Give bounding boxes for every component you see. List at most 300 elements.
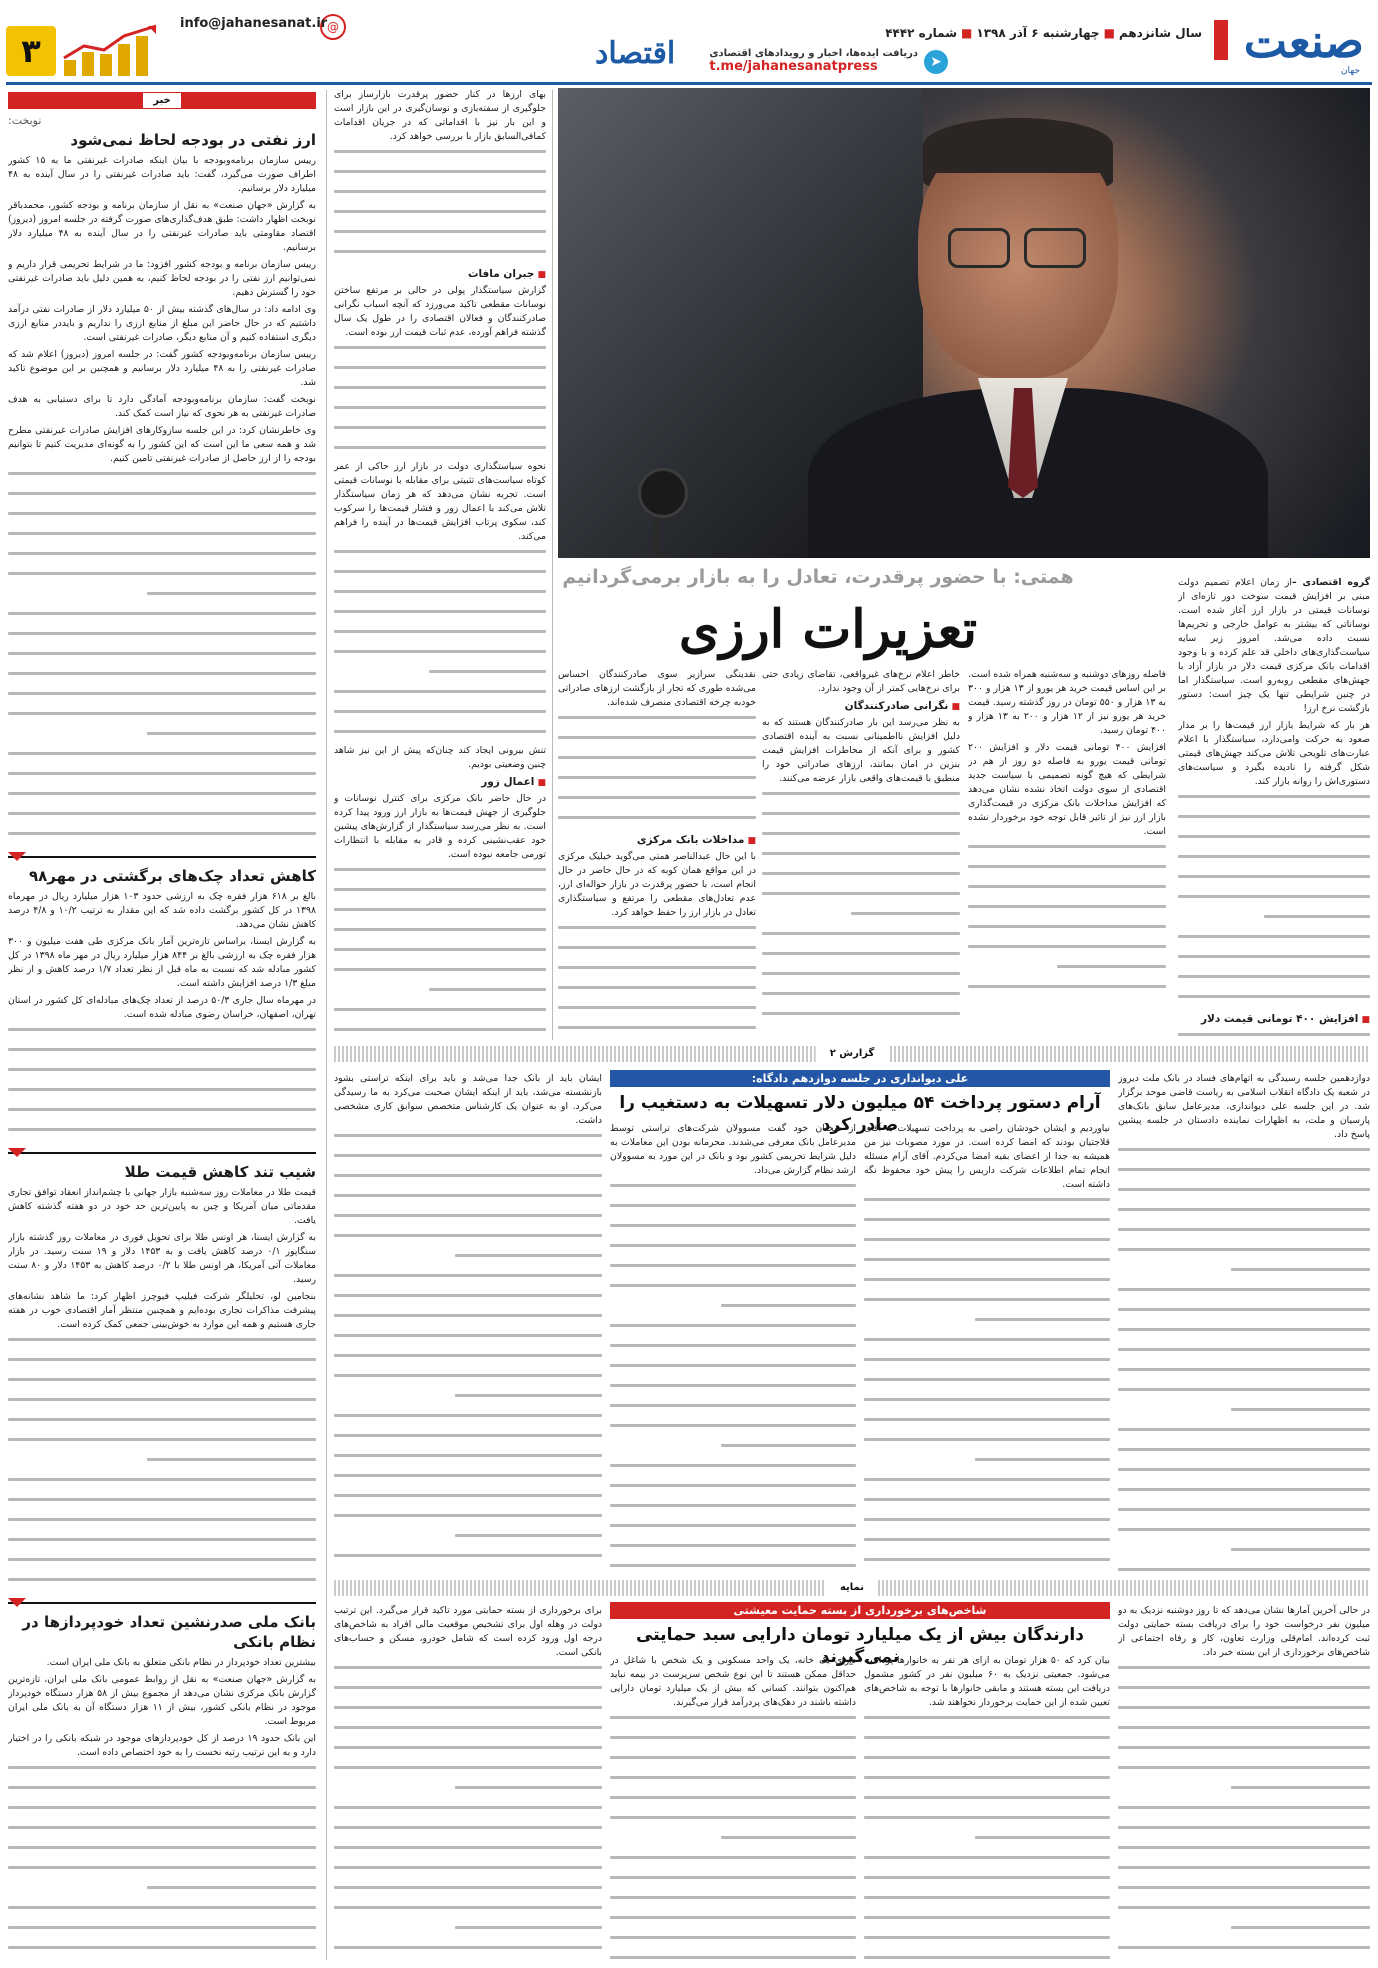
text-line (334, 630, 546, 644)
text-line (1118, 1428, 1370, 1442)
text-line (864, 1956, 1110, 1964)
text-filler (864, 1716, 1110, 1964)
text-line (334, 1028, 546, 1040)
text-line (610, 1324, 856, 1338)
text-line (334, 928, 546, 942)
article-paragraph: بهای ارزها در کنار حضور پرقدرت بازارساز برای جلوگیری از سفته‌بازی و نوسان‌گیری در این بازار است و این بار نیز با اقداماتی که در جریان اقدامات کمافی‌السابق بازار با بررسی خواهد کرد. (334, 89, 546, 142)
text-line (762, 792, 960, 806)
text-line (558, 946, 756, 960)
text-line (334, 1254, 602, 1268)
text-line (334, 1706, 602, 1720)
email-icon: @ (320, 14, 346, 40)
text-line (8, 712, 316, 726)
subheading: ■ جبران مافات (334, 267, 546, 282)
report1-column-3 (610, 1122, 856, 1572)
text-line (8, 1826, 316, 1840)
text-line (8, 1946, 316, 1960)
text-filler (864, 1198, 1110, 1572)
article-paragraph: وی خاطرنشان کرد: در این جلسه سازوکارهای افزایش صادرات غیرنفتی مطرح شد و همه سعی ما این است که این کشور را به گونه‌ای مدیریت کنیم تا بتوانیم بودجه را از ارز حاصل از صادرات غیرنفتی تامین کنیم. (8, 425, 316, 464)
text-line (1178, 855, 1370, 869)
text-line (1118, 1706, 1370, 1720)
text-line (610, 1936, 856, 1950)
text-line (334, 426, 546, 440)
text-line (334, 346, 546, 360)
text-line (1118, 1866, 1370, 1880)
lead-column-3 (558, 668, 756, 1048)
report2-column-2 (864, 1654, 1110, 1964)
text-line (558, 736, 756, 750)
article-paragraph: بیشترین تعداد خودپرداز در نظام بانکی متعلق به بانک ملی ایران است. (46, 1657, 316, 1668)
text-line (762, 1012, 960, 1026)
article-paragraph: با این حال عبدالناصر همتی می‌گوید خیلیک مرکزی در این مواقع همان کوبه که در حال حاضر در حال انجام است، با حضور پرقدرت در بازار حواله‌ای ارز، عدم تعادل‌های مقطعی را مرتفع و سیاستگذاری تعادل در بازار ارز را حفظ خواهد کرد. (558, 851, 756, 918)
text-line (610, 1756, 856, 1770)
text-line (334, 1334, 602, 1348)
text-line (334, 386, 546, 400)
text-line (8, 732, 316, 746)
text-line (334, 710, 546, 724)
text-line (968, 925, 1166, 939)
text-line (558, 796, 756, 810)
text-line (1118, 1228, 1370, 1242)
text-line (334, 1686, 602, 1700)
text-filler (968, 845, 1166, 999)
report-title[interactable]: دارندگان بیش از یک میلیارد تومان دارایی سبد حمایتی نمی‌گیرند (636, 1625, 1084, 1667)
text-line (8, 772, 316, 786)
text-line (610, 1424, 856, 1438)
text-line (334, 908, 546, 922)
text-line (610, 1524, 856, 1538)
text-line (334, 1666, 602, 1680)
text-line (8, 1766, 316, 1780)
text-line (334, 446, 546, 460)
logo-text: صنعت (1243, 14, 1364, 68)
text-line (334, 150, 546, 164)
text-line (334, 210, 546, 224)
text-line (8, 612, 316, 626)
report2-column-3 (610, 1654, 856, 1964)
subheading: ■ افزایش ۴۰۰ تومانی قیمت دلار (1178, 1012, 1370, 1027)
header-rule (6, 82, 1372, 85)
section-title: اقتصاد (595, 36, 676, 71)
text-line (1118, 1806, 1370, 1820)
text-line (864, 1796, 1110, 1810)
text-line (1118, 1528, 1370, 1542)
text-line (864, 1836, 1110, 1850)
article-paragraph: از سخنان خود گفت مسوولان شرکت‌های تراستی توسط مدیرعامل بانک معرفی می‌شدند. محرمانه بودن این معاملات به دلیل شرایط تحریمی کشور بود و بانک در این مورد به مسوولان ارشد نظام گزارش می‌داد. (610, 1123, 856, 1176)
text-line (558, 986, 756, 1000)
text-line (334, 190, 546, 204)
text-line (8, 1906, 316, 1920)
text-line (334, 1726, 602, 1740)
text-line (610, 1204, 856, 1218)
text-line (610, 1404, 856, 1418)
report-bar: گزارش ۲ (334, 1046, 1370, 1062)
text-line (762, 872, 960, 886)
text-filler (1178, 1033, 1370, 1046)
lead-headline[interactable]: تعزیرات ارزی (678, 599, 978, 660)
text-line (334, 1234, 602, 1248)
text-line (8, 472, 316, 486)
text-line (8, 1028, 316, 1042)
text-line (864, 1338, 1110, 1352)
text-line (8, 1866, 316, 1880)
text-line (8, 1498, 316, 1512)
article-paragraph: نیاوردیم و ایشان خودشان راضی به پرداخت تسهیلات به آقای قلاجتیان بودند که امضا کرده است. در مورد مصوبات نیز من همیشه به جدا از اعضای بقیه امضا می‌کردم. آقای آرام مسئله انجام تمام اطلاعات شرکت داریس را پیش خود محفوظ نگه داشته است. (864, 1123, 1110, 1190)
section-divider (8, 852, 316, 862)
text-line (864, 1518, 1110, 1532)
article-byline: نوبخت: (8, 114, 42, 127)
text-filler (1118, 1148, 1370, 1572)
article-paragraph: خاطر اعلام نرخ‌های غیرواقعی، تقاضای زیادی حتی برای نرخ‌هایی کمتر از آن وجود ندارد. (762, 669, 960, 694)
text-line (334, 170, 546, 184)
text-line (610, 1916, 856, 1930)
text-line (558, 1026, 756, 1040)
lead-intro-text: از زمان اعلام تصمیم دولت مبنی بر افزایش قیمت سوخت دور تازه‌ای از نوسانات قیمتی در بازار ارز آغاز شده است. نوساناتی که بیشتر به عوامل خارجی و تحریم‌ها نسبت داده می‌شد. امروز زیر سایه سیاست‌گذاری‌های داخلی قد علم کرده و با وجود اقدامات بانک مرکزی قیمت دلار در بازار آزاد با جهش‌های مقطعی روبه‌رو است. سیاستگذار اما در چنین شرایطی تنها یک چیز است: دستور بازگشت نرخ ارز! (1178, 577, 1370, 714)
text-line (610, 1564, 856, 1572)
text-filler (8, 1766, 316, 1964)
text-line (558, 1006, 756, 1020)
text-line (864, 1498, 1110, 1512)
text-filler (8, 1338, 316, 1592)
text-filler (8, 1028, 316, 1142)
text-line (1178, 895, 1370, 909)
text-line (1118, 1746, 1370, 1760)
subheading: ■ مداخلات بانک مرکزی (558, 833, 756, 848)
text-line (334, 1846, 602, 1860)
text-filler (610, 1716, 856, 1964)
text-line (610, 1264, 856, 1278)
issue-line: سال شانزدهم■چهارشنبه ۶ آذر ۱۳۹۸■شماره ۴۴۴۲ (885, 26, 1202, 40)
telegram-block[interactable] (709, 48, 942, 74)
text-line (610, 1544, 856, 1558)
article-paragraph: دارای یک خانه، یک واحد مسکونی و یک شخص با شاغل در حداقل ممکن هستند تا این نوع شخص سرپرست در بیمه نباید هم‌اکنون بتوانند. کسانی که بیش از یک میلیارد تومان دارایی داشته باشند در دهک‌های پردرآمد قرار می‌گیرند. (610, 1655, 856, 1708)
article-title[interactable]: ارز نفتی در بودجه لحاظ نمی‌شود (70, 131, 316, 149)
article-title[interactable]: بانک ملی صدرنشین تعداد خودپردازها در نظام بانکی (22, 1613, 316, 1651)
text-line (334, 1294, 602, 1308)
text-line (762, 992, 960, 1006)
telegram-icon: ➤ (924, 50, 948, 74)
text-line (334, 1806, 602, 1820)
article-paragraph: نقدینگی سرازیر سوی صادرکنندگان احساس می‌شده طوری که تجار از بازگشت ارزهای صادراتی خودبه چرخه اقتصادی منصرف شده‌اند. (558, 669, 756, 708)
text-line (334, 690, 546, 704)
text-line (864, 1318, 1110, 1332)
text-line (8, 812, 316, 826)
news-tag: خبر (8, 92, 316, 109)
text-line (864, 1438, 1110, 1452)
text-line (334, 1394, 602, 1408)
text-line (334, 1354, 602, 1368)
text-line (334, 610, 546, 624)
text-line (8, 1886, 316, 1900)
article-paragraph: دوازدهمین جلسه رسیدگی به اتهام‌های فساد در بانک ملت دیروز در شعبه یک دادگاه انقلاب اسلامی به ریاست قاضی موحد برگزار شد. در این جلسه علی دیوانداری، مدیرعامل سابق بانک‌های پارسیان و ملت، به اظهارات نماینده دادستان در جلسه پیشین پاسخ داد. (1118, 1073, 1370, 1140)
text-filler (334, 1666, 602, 1964)
article-paragraph: رییس سازمان برنامه‌وبودجه کشور گفت: در جلسه امروز (دیروز) اعلام شد که صادرات غیرنفتی را به ۴۸ میلیارد دلار برسانیم و همچنین بر این موضوع تاکید شد. (8, 349, 316, 388)
text-line (864, 1458, 1110, 1472)
article-paragraph: قیمت طلا در معاملات روز سه‌شنبه بازار جهانی با چشم‌انداز انعقاد توافق تجاری مقدماتی میان آمریکا و چین به پایین‌ترین حد خود در دو هفته گذشته کاهش یافت. (8, 1187, 316, 1226)
text-line (334, 406, 546, 420)
text-line (968, 965, 1166, 979)
text-line (1118, 1468, 1370, 1482)
text-line (8, 1108, 316, 1122)
text-line (1118, 1208, 1370, 1222)
text-line (610, 1856, 856, 1870)
text-line (610, 1384, 856, 1398)
text-line (1178, 795, 1370, 809)
text-filler (610, 1184, 856, 1572)
text-line (334, 1154, 602, 1168)
text-line (8, 1558, 316, 1572)
text-line (610, 1244, 856, 1258)
text-line (334, 1826, 602, 1840)
text-line (334, 1008, 546, 1022)
text-line (1118, 1846, 1370, 1860)
text-line (610, 1484, 856, 1498)
text-line (334, 1886, 602, 1900)
text-filler (334, 150, 546, 264)
text-line (1118, 1926, 1370, 1940)
article-paragraph: به گزارش «جهان صنعت» به نقل از سازمان برنامه و بودجه کشور، محمدباقر نوبخت اظهار داشت: طبق هدف‌گذاری‌های صورت گرفته در جلسه امروز (دیروز) اقتصاد مقاومتی باید صادرات غیرنفتی را در سال آینده به ۴۸ میلیارد دلار برسانیم. (8, 200, 316, 253)
text-line (1118, 1568, 1370, 1572)
text-line (8, 752, 316, 766)
article-title[interactable]: کاهش تعداد چک‌های برگشتی در مهر۹۸ (28, 867, 316, 885)
text-line (1118, 1288, 1370, 1302)
text-line (864, 1478, 1110, 1492)
text-line (8, 1478, 316, 1492)
issue-year: سال شانزدهم (1118, 26, 1202, 40)
telegram-link[interactable]: t.me/jahanesanatpress (709, 59, 878, 74)
text-line (610, 1504, 856, 1518)
text-line (8, 1846, 316, 1860)
text-line (8, 1068, 316, 1082)
text-line (762, 832, 960, 846)
issue-number: شماره ۴۴۴۲ (885, 26, 958, 40)
growth-chart-icon (60, 24, 168, 76)
text-line (610, 1776, 856, 1790)
text-line (8, 832, 316, 846)
text-line (8, 1518, 316, 1532)
text-line (334, 1474, 602, 1488)
text-line (334, 1454, 602, 1468)
article-paragraph: وی ادامه داد: در سال‌های گذشته بیش از ۵۰ میلیارد دلار از صادرات نفتی درآمد داشتیم که در حال حاضر این مبلغ از منابع ارزی را نداریم و بایددر منابع ارزی دیگری استفاده کنیم و آن منابع دیگر، صادرات غیرنفتی است. (8, 304, 316, 343)
article-title[interactable]: شیب تند کاهش قیمت طلا (124, 1163, 316, 1181)
text-line (334, 1374, 602, 1388)
text-line (1118, 1148, 1370, 1162)
text-line (1178, 995, 1370, 1009)
text-line (1118, 1826, 1370, 1840)
text-line (8, 1378, 316, 1392)
text-line (864, 1258, 1110, 1272)
text-line (1178, 955, 1370, 969)
text-line (762, 932, 960, 946)
report1-column-1 (1118, 1072, 1370, 1572)
text-line (1118, 1906, 1370, 1920)
text-line (334, 1766, 602, 1780)
article-paragraph: به گزارش ایسنا، براساس تازه‌ترین آمار بانک مرکزی طی هفت میلیون و ۳۰۰ هزار فقره چک به ارزشی بالغ بر ۸۴۴ هزار میلیارد ریال در مهر ماه ۱۳۹۸ در کل کشور مبادله شد که نسبت به ماه قبل از نظر تعداد ۱/۷ درصد کاهش و از نظر مبلغ ۱/۳ درصد افزایش داشته است. (8, 936, 316, 989)
article-paragraph: در مهرماه سال جاری ۵۰/۳ درصد از تعداد چک‌های مبادله‌ای کل کشور در استان تهران، اصفهان، خراسان رضوی مبادله شده است. (8, 995, 316, 1020)
text-line (1118, 1268, 1370, 1282)
article-paragraph: فاصله روزهای دوشنبه و سه‌شنبه همراه شده است. بر این اساس قیمت خرید هر یورو از ۱۳ هزار و ۳۰۰ به ۱۳ هزار و ۵۵۰ تومان در روز گذشته رسید. قیمت خرید هر یورو نیز از ۱۲ هزار و ۲۰۰ به ۱۳ هزار و ۴۰۰ تومان رسید. (968, 669, 1166, 736)
text-line (610, 1956, 856, 1964)
text-line (864, 1856, 1110, 1870)
lead-photo[interactable] (558, 88, 1370, 558)
text-line (762, 892, 960, 906)
text-line (1118, 1388, 1370, 1402)
report2-column-1 (1118, 1604, 1370, 1964)
text-line (334, 1926, 602, 1940)
subheading: ■ اعمال زور (334, 775, 546, 790)
text-line (334, 230, 546, 244)
article-paragraph: در حالی آخرین آمارها نشان می‌دهد که تا روز دوشنبه نزدیک به دو میلیون نفر درخواست خود را برای دریافت بسته حمایتی دولت ثبت کرده‌اند. امام‌قلی وزارت تعاون، کار و رفاه اجتماعی از شاخص‌های برخورداری از این بسته خبر داد. (1118, 1605, 1370, 1658)
text-line (1118, 1448, 1370, 1462)
text-line (8, 1926, 316, 1940)
text-filler (762, 792, 960, 1026)
text-line (864, 1756, 1110, 1770)
text-line (8, 592, 316, 606)
text-line (1178, 915, 1370, 929)
text-line (864, 1278, 1110, 1292)
text-line (8, 1358, 316, 1372)
article-paragraph: برای برخورداری از بسته حمایتی مورد تاکید قرار می‌گیرد. این ترتیب دولت در وهله اول برای تشخیص موقعیت مالی افراد به شاخص‌های درجه اول ورود کرده است که شامل خودرو، مسکن و حساب‌های بانکی است. (334, 1605, 602, 1658)
text-filler (558, 926, 756, 1048)
text-line (334, 250, 546, 264)
article-paragraph: به نظر می‌رسد این بار صادرکنندگان هستند که به دلیل افزایش نااطمینانی نسبت به آینده اقتصادی کشور و برای آنکه از مخاطرات افزایش قیمت بنزین در امان بمانند، ارزهای صادراتی خود را منطبق با قیمت‌های واقعی بازار عرضه می‌کنند. (762, 717, 960, 784)
text-line (8, 1338, 316, 1352)
text-line (8, 512, 316, 526)
text-line (1118, 1188, 1370, 1202)
text-line (864, 1716, 1110, 1730)
text-line (8, 552, 316, 566)
column-rule (326, 90, 327, 1960)
lead-column-4 (334, 88, 546, 1040)
article-paragraph: ایشان باید از بانک جدا می‌شد و باید برای اینکه تراستی بشود بازنشسته می‌شد، باید از اینکه ایشان صحبت می‌کرد به ما رسیدگی می‌کرد. او به عنوان یک کارشناس متخصص سوابق کاری مشخصی داشت. (334, 1073, 602, 1126)
text-filler (8, 472, 316, 846)
text-line (8, 1578, 316, 1592)
text-line (1118, 1308, 1370, 1322)
article-paragraph: بیان کرد که ۵۰ هزار تومان به ازای هر نفر به خانوارها پرداخت می‌شود. جمعیتی نزدیک به ۶۰ میلیون نفر در کشور مشمول دریافت این بسته هستند و مابقی خانوارها با توجه به شاخص‌های تعیین شده از این حمایت برخوردار نخواهند شد. (864, 1655, 1110, 1708)
email-address[interactable]: info@jahanesanat.ir (180, 16, 328, 31)
text-line (8, 1438, 316, 1452)
text-line (864, 1238, 1110, 1252)
article-paragraph: افزایش ۴۰۰ تومانی قیمت دلار و افزایش ۲۰۰ تومانی قیمت یورو به فاصله دو روز از هم در شرایطی که هیچ گونه تصمیمی با سیاست جدید اقتصادی از سوی دولت اتخاذ نشده نشان می‌دهد که افزایش مداخلات بانک مرکزی در قیمت‌گذاری بازار ارز نیز از تاثیر قابل توجه خود برخوردار نشده است. (968, 742, 1166, 837)
text-filler (334, 1134, 602, 1572)
logo-badge (1214, 20, 1228, 60)
text-line (610, 1444, 856, 1458)
report-title[interactable]: آرام دستور پرداخت ۵۴ میلیون دلار تسهیلات به دستغیب را صادر کرد (619, 1093, 1101, 1135)
article-paragraph: تنش بیرونی ایجاد کند چنان‌که پیش از این نیز شاهد چنین وضعیتی بودیم. (334, 745, 546, 770)
text-line (1118, 1886, 1370, 1900)
text-line (334, 988, 546, 1002)
text-line (968, 905, 1166, 919)
text-line (610, 1304, 856, 1318)
text-line (864, 1198, 1110, 1212)
text-line (8, 692, 316, 706)
text-line (334, 570, 546, 584)
text-line (864, 1916, 1110, 1930)
section-divider (8, 1148, 316, 1158)
text-line (558, 756, 756, 770)
text-line (1178, 815, 1370, 829)
text-line (334, 888, 546, 902)
text-line (1118, 1248, 1370, 1262)
article-paragraph: رییس سازمان برنامه‌وبودجه با بیان اینکه صادرات غیرنفتی ما به ۱۵ کشور اطراف صورت می‌گیرد، گفت: باید صادرات غیرنفتی را در سال آینده به ۴۸ میلیارد دلار برسانیم. (8, 155, 316, 194)
text-line (334, 1906, 602, 1920)
text-line (1178, 875, 1370, 889)
article-paragraph: به گزارش «جهان صنعت» به نقل از روابط عمومی بانک ملی ایران، تازه‌ترین گزارش بانک مرکزی نشان می‌دهد از مجموع بیش از ۵۸ هزار دستگاه خودپرداز موجود در نظام بانکی کشور، بیش از ۱۱ هزار دستگاه آن به بانک ملی ایران مربوط است. (8, 1674, 316, 1727)
article-paragraph: رییس سازمان برنامه و بودجه کشور افزود: ما در شرایط تحریمی قرار داریم و نمی‌توانیم ارز نفتی را در بودجه لحاظ کنیم، به همین دلیل باید صادرات غیرنفتی خود را گسترش دهیم. (8, 259, 316, 298)
text-line (1118, 1368, 1370, 1382)
text-line (334, 868, 546, 882)
text-line (864, 1816, 1110, 1830)
text-line (8, 492, 316, 506)
report1-column-2 (864, 1122, 1110, 1572)
text-line (8, 672, 316, 686)
newspaper-logo[interactable] (1214, 14, 1364, 76)
article-paragraph: نوبخت گفت: سازمان برنامه‌وبودجه آمادگی دارد تا برای دستیابی به هدف صادرات غیرنفتی به هر نحوی که نیاز است کمک کند. (8, 394, 316, 419)
text-line (334, 1434, 602, 1448)
text-line (334, 1494, 602, 1508)
text-filler (1118, 1666, 1370, 1964)
text-line (864, 1218, 1110, 1232)
text-line (610, 1876, 856, 1890)
text-line (968, 945, 1166, 959)
report1-column-4 (334, 1072, 602, 1572)
text-line (1118, 1548, 1370, 1562)
text-line (610, 1224, 856, 1238)
text-line (864, 1378, 1110, 1392)
text-line (1178, 975, 1370, 989)
text-line (762, 912, 960, 926)
text-line (610, 1836, 856, 1850)
text-line (334, 1174, 602, 1188)
section-divider (8, 1598, 316, 1608)
text-line (864, 1736, 1110, 1750)
article-paragraph: نحوه سیاستگذاری دولت در بازار ارز حاکی از عمر کوتاه سیاست‌های تثبیتی برای مقابله با نوسانات قیمتی است. تجربه نشان می‌دهد که هر زمان سیاستگذار تلاش می‌کند با اعمال زور و فشار قیمت‌ها را سرکوب کند، سکوی پرتاب افزایش قیمت‌ها در آینده را فراهم می‌کند. (334, 461, 546, 542)
text-line (334, 1946, 602, 1960)
article-paragraph: این بانک حدود ۱۹ درصد از کل خودپردازهای موجود در شبکه بانکی را در اختیار دارد و به این ترتیب رتبه نخست را به خود اختصاص داده است. (8, 1733, 316, 1758)
text-line (610, 1344, 856, 1358)
text-line (558, 966, 756, 980)
masthead (0, 14, 1378, 80)
text-line (968, 845, 1166, 859)
text-line (8, 1418, 316, 1432)
text-line (334, 1194, 602, 1208)
telegram-label: دریافت ایده‌ها، اخبار و رویدادهای اقتصادی (709, 48, 918, 59)
text-line (334, 968, 546, 982)
text-line (8, 532, 316, 546)
text-line (864, 1896, 1110, 1910)
page-number: ۳ (6, 26, 56, 76)
text-line (610, 1816, 856, 1830)
text-line (864, 1558, 1110, 1572)
text-line (1178, 1033, 1370, 1046)
text-line (1118, 1168, 1370, 1182)
text-line (1118, 1488, 1370, 1502)
text-line (334, 366, 546, 380)
text-line (334, 948, 546, 962)
text-line (8, 1806, 316, 1820)
text-line (334, 1746, 602, 1760)
text-line (610, 1184, 856, 1198)
text-line (610, 1464, 856, 1478)
text-line (334, 1314, 602, 1328)
text-line (8, 1088, 316, 1102)
text-line (968, 885, 1166, 899)
text-line (334, 1514, 602, 1528)
text-line (1118, 1666, 1370, 1680)
report2-column-4 (334, 1604, 602, 1964)
text-line (334, 1786, 602, 1800)
article-paragraph: بنجامین لو، تحلیلگر شرکت فیلیپ فیوچرز اظهار کرد: ما شاهد نشانه‌های پیشرفت مذاکرات تجاری بوده‌ایم و همچنین منتظر آمار اقتصادی خوب در هفته جاری هستیم و همه این موارد به خوش‌بینی جمعی کمک کرده است. (8, 1291, 316, 1330)
